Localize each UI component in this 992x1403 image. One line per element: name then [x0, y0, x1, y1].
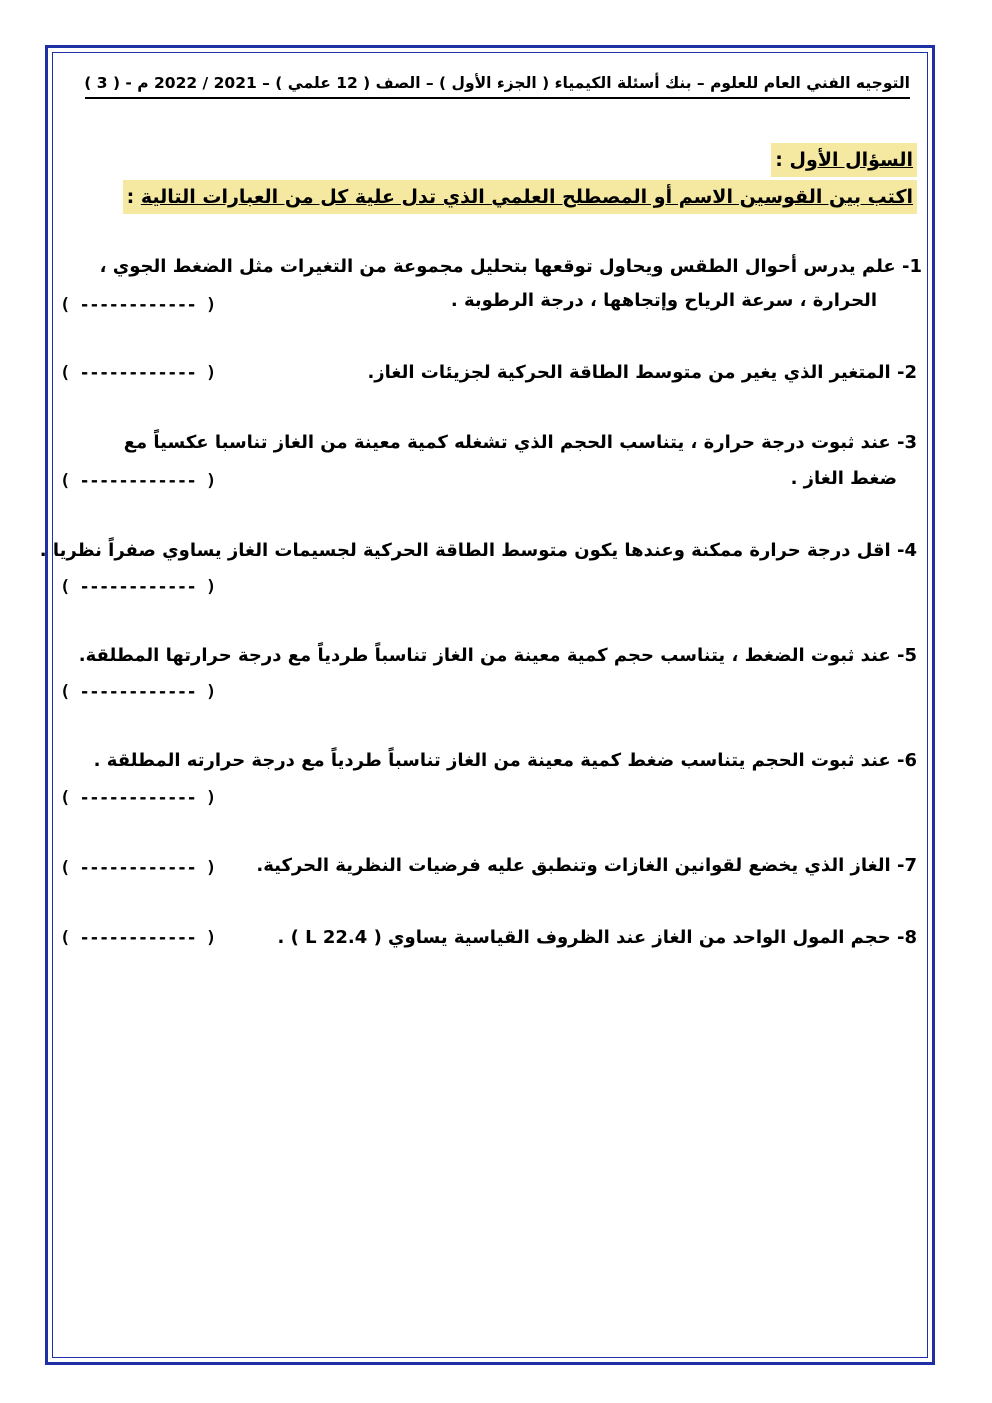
- item-1-line-2: الحرارة ، سرعة الرياح وإتجاهها ، درجة الرطوبة .: [450, 290, 877, 311]
- item-6-line-1: 6- عند ثبوت الحجم يتناسب ضغط كمية معينة من الغاز تناسباً طردياً مع درجة حرارته المطلقة .: [93, 750, 917, 771]
- item-1-line-1: 1- علم يدرس أحوال الطقس ويحاول توقعها بتحليل مجموعة من التغيرات مثل الضغط الجوي ،: [99, 256, 922, 277]
- item-3-line-1: 3- عند ثبوت درجة حرارة ، يتناسب الحجم الذي تشغله كمية معينة من الغاز تناسبا عكسياً مع: [123, 432, 917, 453]
- item-6-answer-blank[interactable]: ( ------------ ): [60, 788, 216, 808]
- item-3-line-2: ضغط الغاز .: [790, 468, 897, 489]
- header-divider: [85, 97, 910, 99]
- item-3-answer-blank[interactable]: ( ------------ ): [60, 471, 216, 491]
- question-instruction-text: اكتب بين القوسين الاسم أو المصطلح العلمي الذي تدل علية كل من العبارات التالية: [140, 186, 913, 208]
- item-7-answer-blank[interactable]: ( ------------ ): [60, 858, 216, 878]
- question-instruction-colon: :: [126, 186, 135, 208]
- item-8-line-1: 8- حجم المول الواحد من الغاز عند الظروف القياسية يساوي ( 22.4 L ) .: [277, 927, 917, 948]
- question-title-colon: :: [775, 149, 783, 171]
- item-2-line-1: 2- المتغير الذي يغير من متوسط الطاقة الحركية لجزيئات الغاز.: [367, 362, 917, 383]
- item-4-line-1: 4- اقل درجة حرارة ممكنة وعندها يكون متوسط الطاقة الحركية لجسيمات الغاز يساوي صفراً نظريا .: [39, 540, 917, 561]
- question-instruction: [123, 180, 917, 214]
- item-5-answer-blank[interactable]: ( ------------ ): [60, 682, 216, 702]
- item-1-answer-blank[interactable]: ( ------------ ): [60, 295, 216, 315]
- item-7-line-1: 7- الغاز الذي يخضع لقوانين الغازات وتنطبق عليه فرضيات النظرية الحركية.: [256, 855, 917, 876]
- item-2-answer-blank[interactable]: ( ------------ ): [60, 363, 216, 383]
- question-title: [771, 143, 917, 177]
- item-8-answer-blank[interactable]: ( ------------ ): [60, 928, 216, 948]
- item-4-answer-blank[interactable]: ( ------------ ): [60, 577, 216, 597]
- item-5-line-1: 5- عند ثبوت الضغط ، يتناسب حجم كمية معينة من الغاز تناسباً طردياً مع درجة حرارتها المطلقة.: [78, 645, 917, 666]
- page-header: التوجيه الفني العام للعلوم – بنك أسئلة الكيمياء ( الجزء الأول ) – الصف ( 12 علمي ) – 2021 / 2022 م - ( 3 ): [84, 74, 910, 92]
- question-title-text: السؤال الأول: [789, 149, 913, 171]
